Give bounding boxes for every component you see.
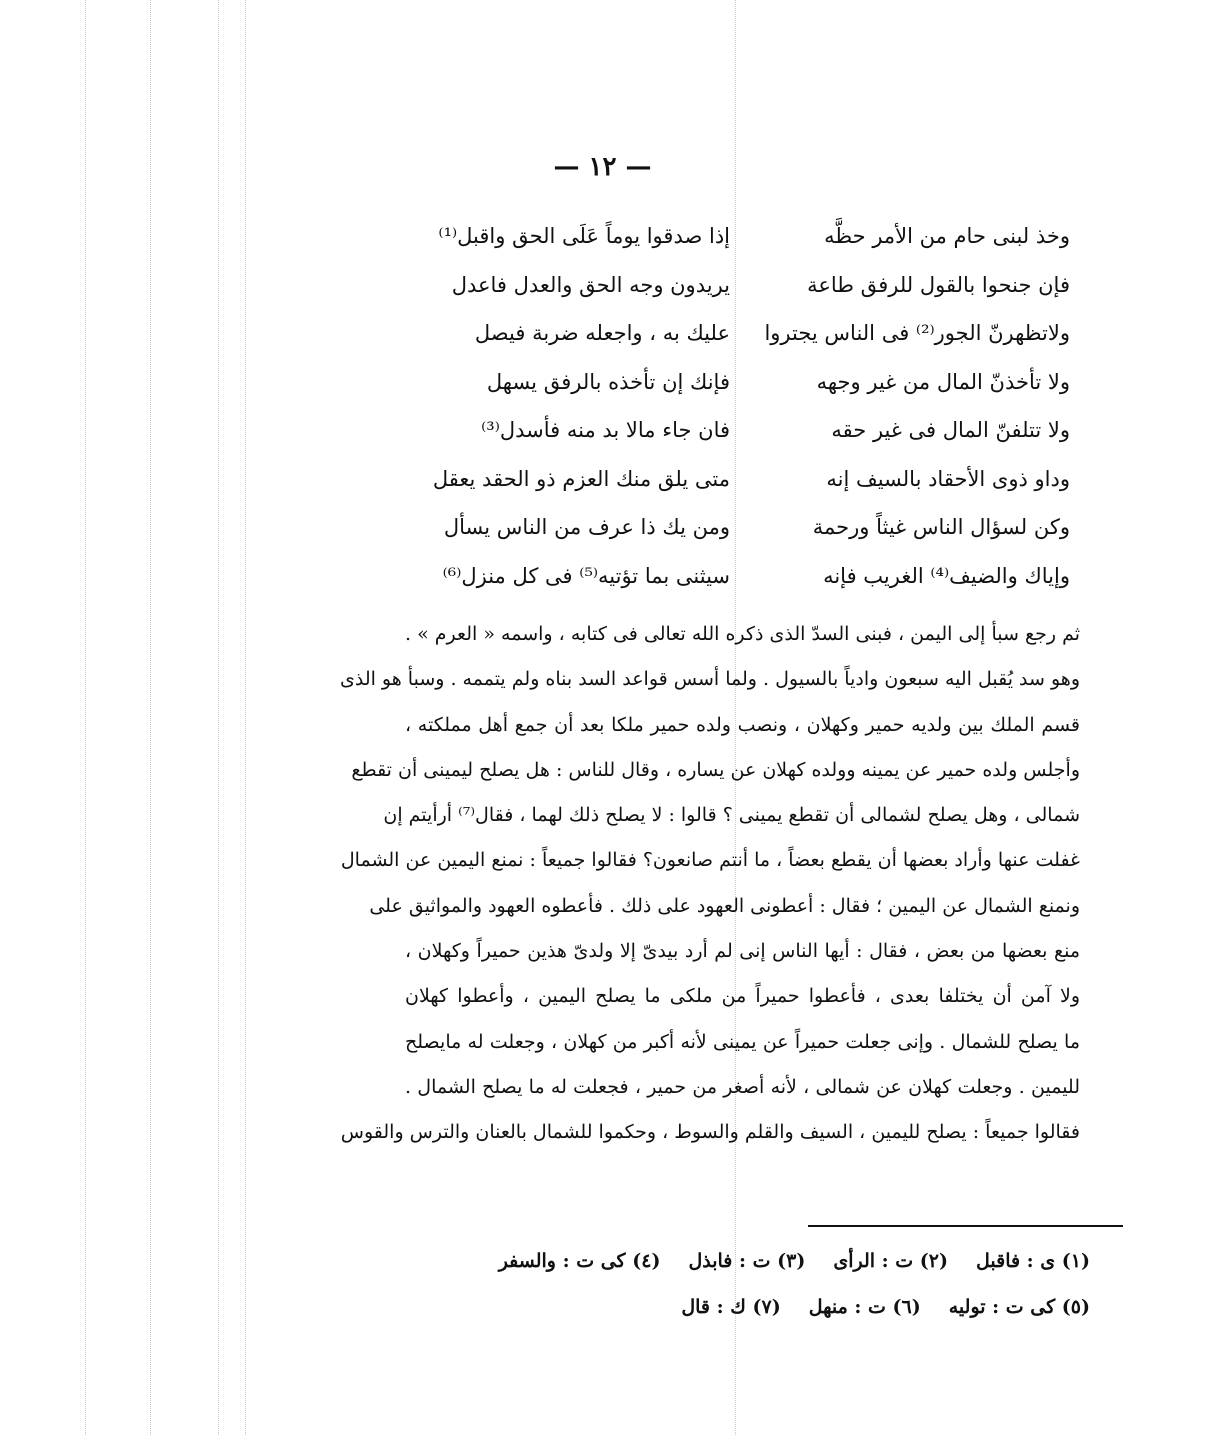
- poem-verse: [430, 503, 1070, 552]
- prose-line: ما يصلح للشمال . وإنى جعلت حميراً عن يمينى لأنه أكبر من كهلان ، وجعلت له مايصلح: [405, 1030, 1080, 1053]
- poem-verse: [430, 406, 1070, 455]
- footnote-item: (٣) ت : فابذل: [688, 1250, 806, 1272]
- footnotes: [498, 1238, 1090, 1330]
- verse-first-hemistich: وإياك والضيف⁽⁴⁾ الغريب فإنه: [823, 563, 1070, 588]
- footnote-item: (٢) ت : الرأى: [833, 1250, 948, 1272]
- prose-line: ونمنع الشمال عن اليمين ؛ فقال : أعطونى العهود على ذلك . فأعطوه العهود والمواثيق على: [369, 894, 1080, 917]
- footnote-item: (٦) ت : منهل: [808, 1296, 921, 1318]
- poem: [430, 212, 1070, 600]
- prose-line: ولا آمن أن يختلفا بعدى ، فأعطوا حميراً من ملكى ما يصلح اليمين ، وأعطوا كهلان: [405, 985, 1080, 1008]
- footnote-item: (٥) كى ت : توليه: [948, 1296, 1090, 1318]
- page-number: — ١٢ —: [553, 152, 652, 182]
- verse-second-hemistich: يريدون وجه الحق والعدل فاعدل: [451, 272, 730, 297]
- prose-line: شمالى ، وهل يصلح لشمالى أن تقطع يمينى ؟ قالوا : لا يصلح ذلك لهما ، فقال⁽⁷⁾ أرأيتم إن: [383, 804, 1080, 827]
- prose-line: غفلت عنها وأراد بعضها أن يقطع بعضاً ، ما أنتم صانعون؟ فقالوا جميعاً : نمنع اليمين عن الشمال: [340, 849, 1080, 872]
- footnote-item: (١) ى : فاقبل: [975, 1250, 1090, 1272]
- prose-line: وأجلس ولده حمير عن يمينه وولده كهلان عن يساره ، وقال للناس : هل يصلح ليمينى أن تقطع: [351, 758, 1080, 781]
- footnote-rule: [808, 1225, 1123, 1227]
- prose-line: وهو سد يُقبل اليه سبعون وادياً بالسيول . ولما أسس قواعد السد بناه ولم يتممه . وسبأ هو الذى: [339, 668, 1080, 691]
- poem-verse: [430, 309, 1070, 358]
- prose-line: قسم الملك بين ولديه حمير وكهلان ، ونصب ولده حمير ملكا بعد أن جمع أهل مملكته ،: [405, 713, 1080, 736]
- prose-body: [339, 612, 1080, 1156]
- poem-verse: [430, 455, 1070, 504]
- footnote-item: (٤) كى ت : والسفر: [498, 1250, 661, 1272]
- verse-first-hemistich: وداو ذوى الأحقاد بالسيف إنه: [826, 466, 1070, 491]
- prose-line: فقالوا جميعاً : يصلح لليمين ، السيف والقلم والسوط ، وحكموا للشمال بالعنان والترس والقوس: [340, 1121, 1080, 1144]
- poem-verse: [430, 261, 1070, 310]
- verse-second-hemistich: فإنك إن تأخذه بالرفق يسهل: [486, 369, 730, 394]
- footnote-line: [498, 1238, 1090, 1284]
- poem-verse: [430, 212, 1070, 261]
- verse-first-hemistich: ولاتظهرنّ الجور⁽²⁾ فى الناس يجتروا: [764, 321, 1070, 346]
- poem-verse: [430, 358, 1070, 407]
- prose-line: منع بعضها من بعض ، فقال : أيها الناس إنى لم أرد بيدىّ إلا ولدىّ هذين حميراً وكهلان ،: [405, 940, 1080, 963]
- verse-first-hemistich: ولا تأخذنّ المال من غير وجهه: [816, 369, 1070, 394]
- verse-second-hemistich: فان جاء مالا بد منه فأسدل⁽³⁾: [481, 418, 730, 443]
- verse-second-hemistich: سيثنى بما تؤتيه⁽⁵⁾ فى كل منزل⁽⁶⁾: [442, 563, 730, 588]
- verse-first-hemistich: وكن لسؤال الناس غيثاً ورحمة: [812, 515, 1070, 540]
- footnote-line: [610, 1284, 1090, 1330]
- verse-second-hemistich: متى يلق منك العزم ذو الحقد يعقل: [432, 466, 730, 491]
- footnote-item: (٧) ك : قال: [681, 1296, 781, 1318]
- verse-second-hemistich: ومن يك ذا عرف من الناس يسأل: [443, 515, 730, 540]
- verse-first-hemistich: ولا تتلفنّ المال فى غير حقه: [831, 418, 1070, 443]
- verse-first-hemistich: فإن جنحوا بالقول للرفق طاعة: [807, 272, 1070, 297]
- prose-line: لليمين . وجعلت كهلان عن شمالى ، لأنه أصغر من حمير ، فجعلت له ما يصلح الشمال .: [405, 1075, 1080, 1098]
- verse-second-hemistich: عليك به ، واجعله ضربة فيصل: [474, 321, 730, 346]
- verse-second-hemistich: إذا صدقوا يوماً عَلَى الحق واقبل⁽¹⁾: [438, 224, 730, 249]
- poem-verse: [430, 552, 1070, 601]
- prose-line: ثم رجع سبأ إلى اليمن ، فبنى السدّ الذى ذكره الله تعالى فى كتابه ، واسمه « العرم » .: [405, 623, 1080, 645]
- verse-first-hemistich: وخذ لبنى حام من الأمر حظَّه: [824, 224, 1070, 249]
